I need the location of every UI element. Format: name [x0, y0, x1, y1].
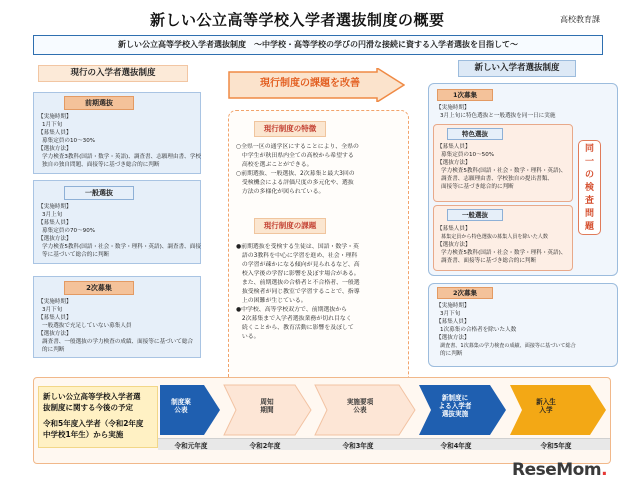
- new-niji-tag: 2次募集: [437, 287, 493, 299]
- current-system-heading: 現行の入学者選抜制度: [38, 65, 188, 82]
- new-niji-details: [436, 302, 616, 358]
- new-ippan-tag: 一般選抜: [447, 209, 503, 221]
- detail-line: 募集定員の70～90%: [42, 228, 96, 234]
- detail-line: 募集定員から特色選抜の募集人員を除いた人数: [441, 234, 548, 240]
- detail-line: 学力検査3教科(国語・数学・英語)、調査書、志願理由書、学校: [42, 154, 201, 160]
- detail-line: 募集定員の10～30%: [42, 138, 96, 144]
- detail-line: 一般選抜で充足していない募集人員: [42, 323, 132, 329]
- step-label-line: よる入学者: [438, 402, 472, 410]
- detail-line: 【募集人員】: [38, 315, 72, 321]
- detail-line: 調査書、1次募集の学力検査の成績、面接等に基づいて総合: [440, 343, 576, 349]
- year-label: 令和4年度: [440, 442, 472, 450]
- step-label-line: 新入生: [536, 398, 556, 406]
- detail-line: 面接等に基づき総合的に判断: [441, 184, 514, 190]
- feature-line: ○全県一区の通学区にすることにより、全県の: [236, 144, 359, 150]
- issues-tag: 現行制度の課題: [254, 218, 326, 234]
- current-zenki-tag: 前期選抜: [64, 96, 134, 110]
- step-label-line: 周知: [260, 398, 274, 406]
- issue-line: また、前期選抜の合格者と不合格者、一般選: [236, 280, 360, 286]
- new-tokushoku-tag: 特色選抜: [447, 128, 503, 140]
- issues-text: [236, 243, 406, 342]
- detail-line: 【実施時期】: [38, 204, 72, 210]
- year-label: 令和元年度: [174, 442, 208, 450]
- detail-line: 【実施時期】: [38, 114, 72, 120]
- detail-line: 【選抜方法】: [437, 160, 471, 166]
- detail-line: 学力検査5教科(国語・社会・数学・理科・英語)、: [441, 168, 567, 174]
- feature-line: ○前期選抜、一般選抜、2次募集と最大3回の: [236, 171, 355, 177]
- issue-line: 抜受検者が同じ教室で学習することで、指導: [236, 289, 360, 295]
- subtitle-text: 新しい公立高等学校入学者選抜制度 ～中学校・高等学校の学びの円滑な接続に資する入学者選抜を目指して～: [118, 40, 518, 49]
- step-label-line: 選抜実施: [441, 410, 469, 418]
- vertical-char: 査: [584, 196, 594, 206]
- detail-line: 【実施時期】: [38, 299, 72, 305]
- issue-line: ●前期選抜を受検する生徒は、国語・数学・英: [236, 244, 359, 250]
- new-tokushoku-details: [437, 143, 573, 191]
- detail-line: 調査書、志願理由書、学校独自の提出書類、: [441, 176, 553, 182]
- issue-line: 語の3教科を中心に学習を進め、社会・理科: [236, 253, 358, 259]
- issue-line: 続くことから、教育活動に影響を及ぼして: [236, 325, 354, 331]
- detail-line: 調査書、面接等に基づき総合的に判断: [441, 258, 537, 264]
- feature-line: 高校を選ぶことができる。: [236, 162, 313, 168]
- step-2-label: [247, 398, 287, 414]
- detail-line: 3月下旬: [42, 307, 63, 313]
- detail-line: 3月下旬: [440, 311, 461, 317]
- detail-line: 【募集人員】: [437, 144, 471, 150]
- vertical-char: の: [584, 170, 594, 180]
- vertical-char: 一: [584, 157, 594, 167]
- vertical-char: 同: [584, 144, 594, 154]
- detail-line: 学力検査5教科(国語・社会・数学・理科・英語)、調査書、面接: [42, 244, 201, 250]
- step-4-label: [430, 394, 480, 418]
- same-exam-label: [578, 140, 601, 235]
- step-label-line: 新制度に: [441, 394, 469, 402]
- step-label-line: 期間: [260, 406, 274, 414]
- step-5-label: [526, 398, 566, 414]
- detail-line: 等に基づいて総合的に判断: [42, 252, 110, 258]
- detail-line: 【選抜方法】: [38, 146, 72, 152]
- detail-line: 的に判断: [42, 347, 65, 353]
- detail-line: 3月上旬: [42, 212, 63, 218]
- detail-line: 調査書、一般選抜の学力検査の成績、面接等に基づいて総合: [42, 339, 194, 345]
- detail-line: 募集定員の10～50%: [441, 152, 495, 158]
- detail-line: 【選抜方法】: [38, 331, 72, 337]
- detail-line: 独自の独自問題、面接等に基づき総合的に判断: [42, 162, 160, 168]
- vertical-char: 検: [584, 183, 594, 193]
- note-line: 中学校1年生）から実施: [43, 430, 124, 439]
- issue-line: 校入学後の学習に影響を及ぼす場合がある。: [236, 271, 360, 277]
- step-label-line: 入学: [539, 406, 553, 414]
- subtitle-banner: [33, 35, 603, 55]
- issue-line: 2次募集まで入学者選抜業務が切れ目なく: [236, 316, 352, 322]
- page-title: 新しい公立高等学校入学者選抜制度の概要: [150, 11, 445, 29]
- new-system-heading: 新しい入学者選抜制度: [458, 60, 576, 77]
- step-1-label: [166, 398, 196, 414]
- year-label: 令和5年度: [540, 442, 572, 450]
- detail-line: 的に判断: [440, 351, 463, 357]
- detail-line: 1月下旬: [42, 122, 63, 128]
- current-ippan-details: [38, 203, 201, 259]
- current-niji-details: [38, 298, 198, 354]
- detail-line: 学力検査5教科(国語・社会・数学・理科・英語)、: [441, 250, 567, 256]
- logo-dot: .: [601, 460, 608, 480]
- current-zenki-details: [38, 113, 201, 169]
- issue-line: 上の困難が生じている。: [236, 298, 307, 304]
- detail-line: 【選抜方法】: [38, 236, 72, 242]
- step-3-label: [338, 398, 382, 414]
- issue-line: いる。: [236, 334, 260, 340]
- issue-line: の学習が疎かになる傾向が見られるなど、高: [236, 262, 360, 268]
- step-label-line: 公表: [174, 406, 188, 414]
- detail-line: 【募集人員】: [38, 220, 72, 226]
- year-label: 令和3年度: [342, 442, 374, 450]
- vertical-char: 問: [584, 209, 594, 219]
- detail-line: 【実施時期】: [436, 105, 470, 111]
- current-niji-tag: 2次募集: [64, 281, 134, 295]
- improvement-arrow-label: 現行制度の課題を改善: [260, 78, 360, 89]
- resemom-logo: [512, 459, 607, 482]
- note-line: 新しい公立高等学校入学者選: [43, 392, 141, 401]
- step-label-line: 制度案: [171, 398, 191, 406]
- detail-line: 【募集人員】: [437, 226, 471, 232]
- features-tag: 現行制度の特徴: [254, 121, 326, 137]
- vertical-char: 題: [584, 222, 594, 232]
- detail-line: 3月上旬に特色選抜と一般選抜を同一日に実施: [440, 113, 556, 119]
- detail-line: 【実施時期】: [436, 303, 470, 309]
- feature-line: 受検機会による評価尺度の多元化や、選抜: [236, 180, 354, 186]
- note-line: 令和5年度入学者（令和2年度: [43, 419, 144, 428]
- department-label: 高校教育課: [560, 15, 600, 24]
- feature-line: 方法の多様化が図られている。: [236, 189, 325, 195]
- new-ippan-details: [437, 225, 573, 265]
- current-ippan-tag: 一般選抜: [64, 186, 134, 200]
- note-line: 抜制度に関する今後の予定: [43, 403, 133, 412]
- step-label-line: 公表: [353, 406, 367, 414]
- year-label: 令和2年度: [249, 442, 281, 450]
- step-label-line: 実施要項: [346, 398, 374, 406]
- logo-text: ReseMom: [512, 460, 602, 480]
- detail-line: 【募集人員】: [436, 319, 470, 325]
- timeline-note: [38, 386, 158, 448]
- detail-line: 【選抜方法】: [436, 335, 470, 341]
- issue-line: ●中学校、高等学校双方で、前期選抜から: [236, 307, 348, 313]
- detail-line: 【選抜方法】: [437, 242, 471, 248]
- features-text: [236, 143, 406, 197]
- new-ichiji-tag: 1次募集: [437, 89, 493, 101]
- detail-line: 【募集人員】: [38, 130, 72, 136]
- feature-line: 中学生が秋田県内全ての高校から希望する: [236, 153, 354, 159]
- new-ichiji-details: [436, 104, 616, 120]
- detail-line: 1次募集の合格者を除いた人数: [440, 327, 517, 333]
